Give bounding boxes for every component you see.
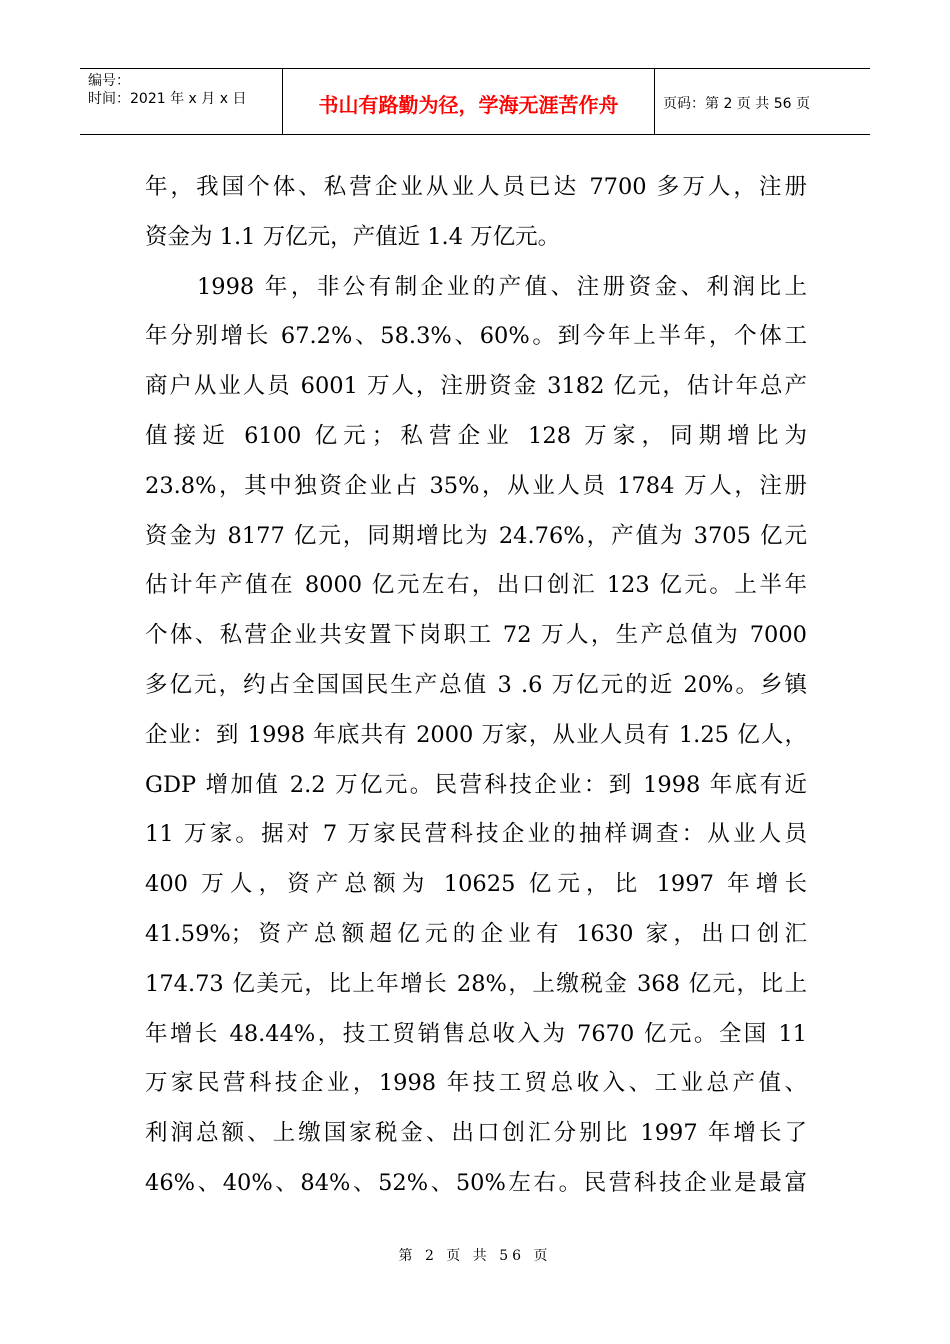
body-line: 年增长 48.44%，技工贸销售总收入为 7670 亿元。全国 11 [145,1020,807,1047]
body-line: 资金为 8177 亿元，同期增比为 24.76%，产值为 3705 亿元 [145,522,807,549]
body-line: 400 万人，资产总额为 10625 亿元，比 1997 年增长 [145,871,807,898]
header-meta-cell [80,69,283,134]
body-line: 利润总额、上缴国家税金、出口创汇分别比 1997 年增长了 [145,1120,807,1147]
body-line: 万家民营科技企业，1998 年技工贸总收入、工业总产值、 [145,1070,807,1097]
document-body [145,163,807,1209]
body-line: 23.8%，其中独资企业占 35%，从业人员 1784 万人，注册 [145,472,807,499]
body-line: 商户从业人员 6001 万人，注册资金 3182 亿元，估计年总产 [145,373,807,400]
body-line: GDP 增加值 2.2 万亿元。民营科技企业：到 1998 年底有近 [145,771,807,798]
body-line: 个体、私营企业共安置下岗职工 72 万人，生产总值为 7000 [145,622,807,649]
body-line: 46%、40%、84%、52%、50%左右。民营科技企业是最富 [145,1169,807,1196]
header-motto: 书山有路勤为径，学海无涯苦作舟 [318,93,619,117]
body-line: 年，我国个体、私营企业从业人员已达 7700 多万人，注册 [145,174,807,200]
body-line: 多亿元，约占全国国民生产总值 3 .6 万亿元的近 20%。乡镇 [145,671,807,698]
body-line: 41.59%；资产总额超亿元的企业有 1630 家，出口创汇 [145,920,807,947]
body-line: 值接近 6100 亿元；私营企业 128 万家，同期增比为 [145,422,807,449]
page-header [80,68,870,135]
body-line: 企业：到 1998 年底共有 2000 万家，从业人员有 1.25 亿人， [145,721,807,748]
header-page-info: 页码：第 2 页 共 56 页 [663,95,810,112]
document-date: 时间：2021 年 x 月 x 日 [88,91,247,107]
body-line: 1998 年，非公有制企业的产值、注册资金、利润比上 [145,273,807,300]
page-footer: 第 2 页 共 56 页 [398,1248,552,1264]
header-page-cell [655,69,870,134]
body-line: 年分别增长 67.2%、58.3%、60%。到今年上半年，个体工 [145,323,807,350]
body-line: 11 万家。据对 7 万家民营科技企业的抽样调查：从业人员 [145,821,807,848]
body-line: 资金为 1.1 万亿元，产值近 1.4 万亿元。 [145,223,561,250]
document-number-label: 编号： [88,73,130,89]
header-motto-cell [283,69,655,134]
body-line: 174.73 亿美元，比上年增长 28%，上缴税金 368 亿元，比上 [145,970,807,997]
body-line: 估计年产值在 8000 亿元左右，出口创汇 123 亿元。上半年 [145,572,807,599]
